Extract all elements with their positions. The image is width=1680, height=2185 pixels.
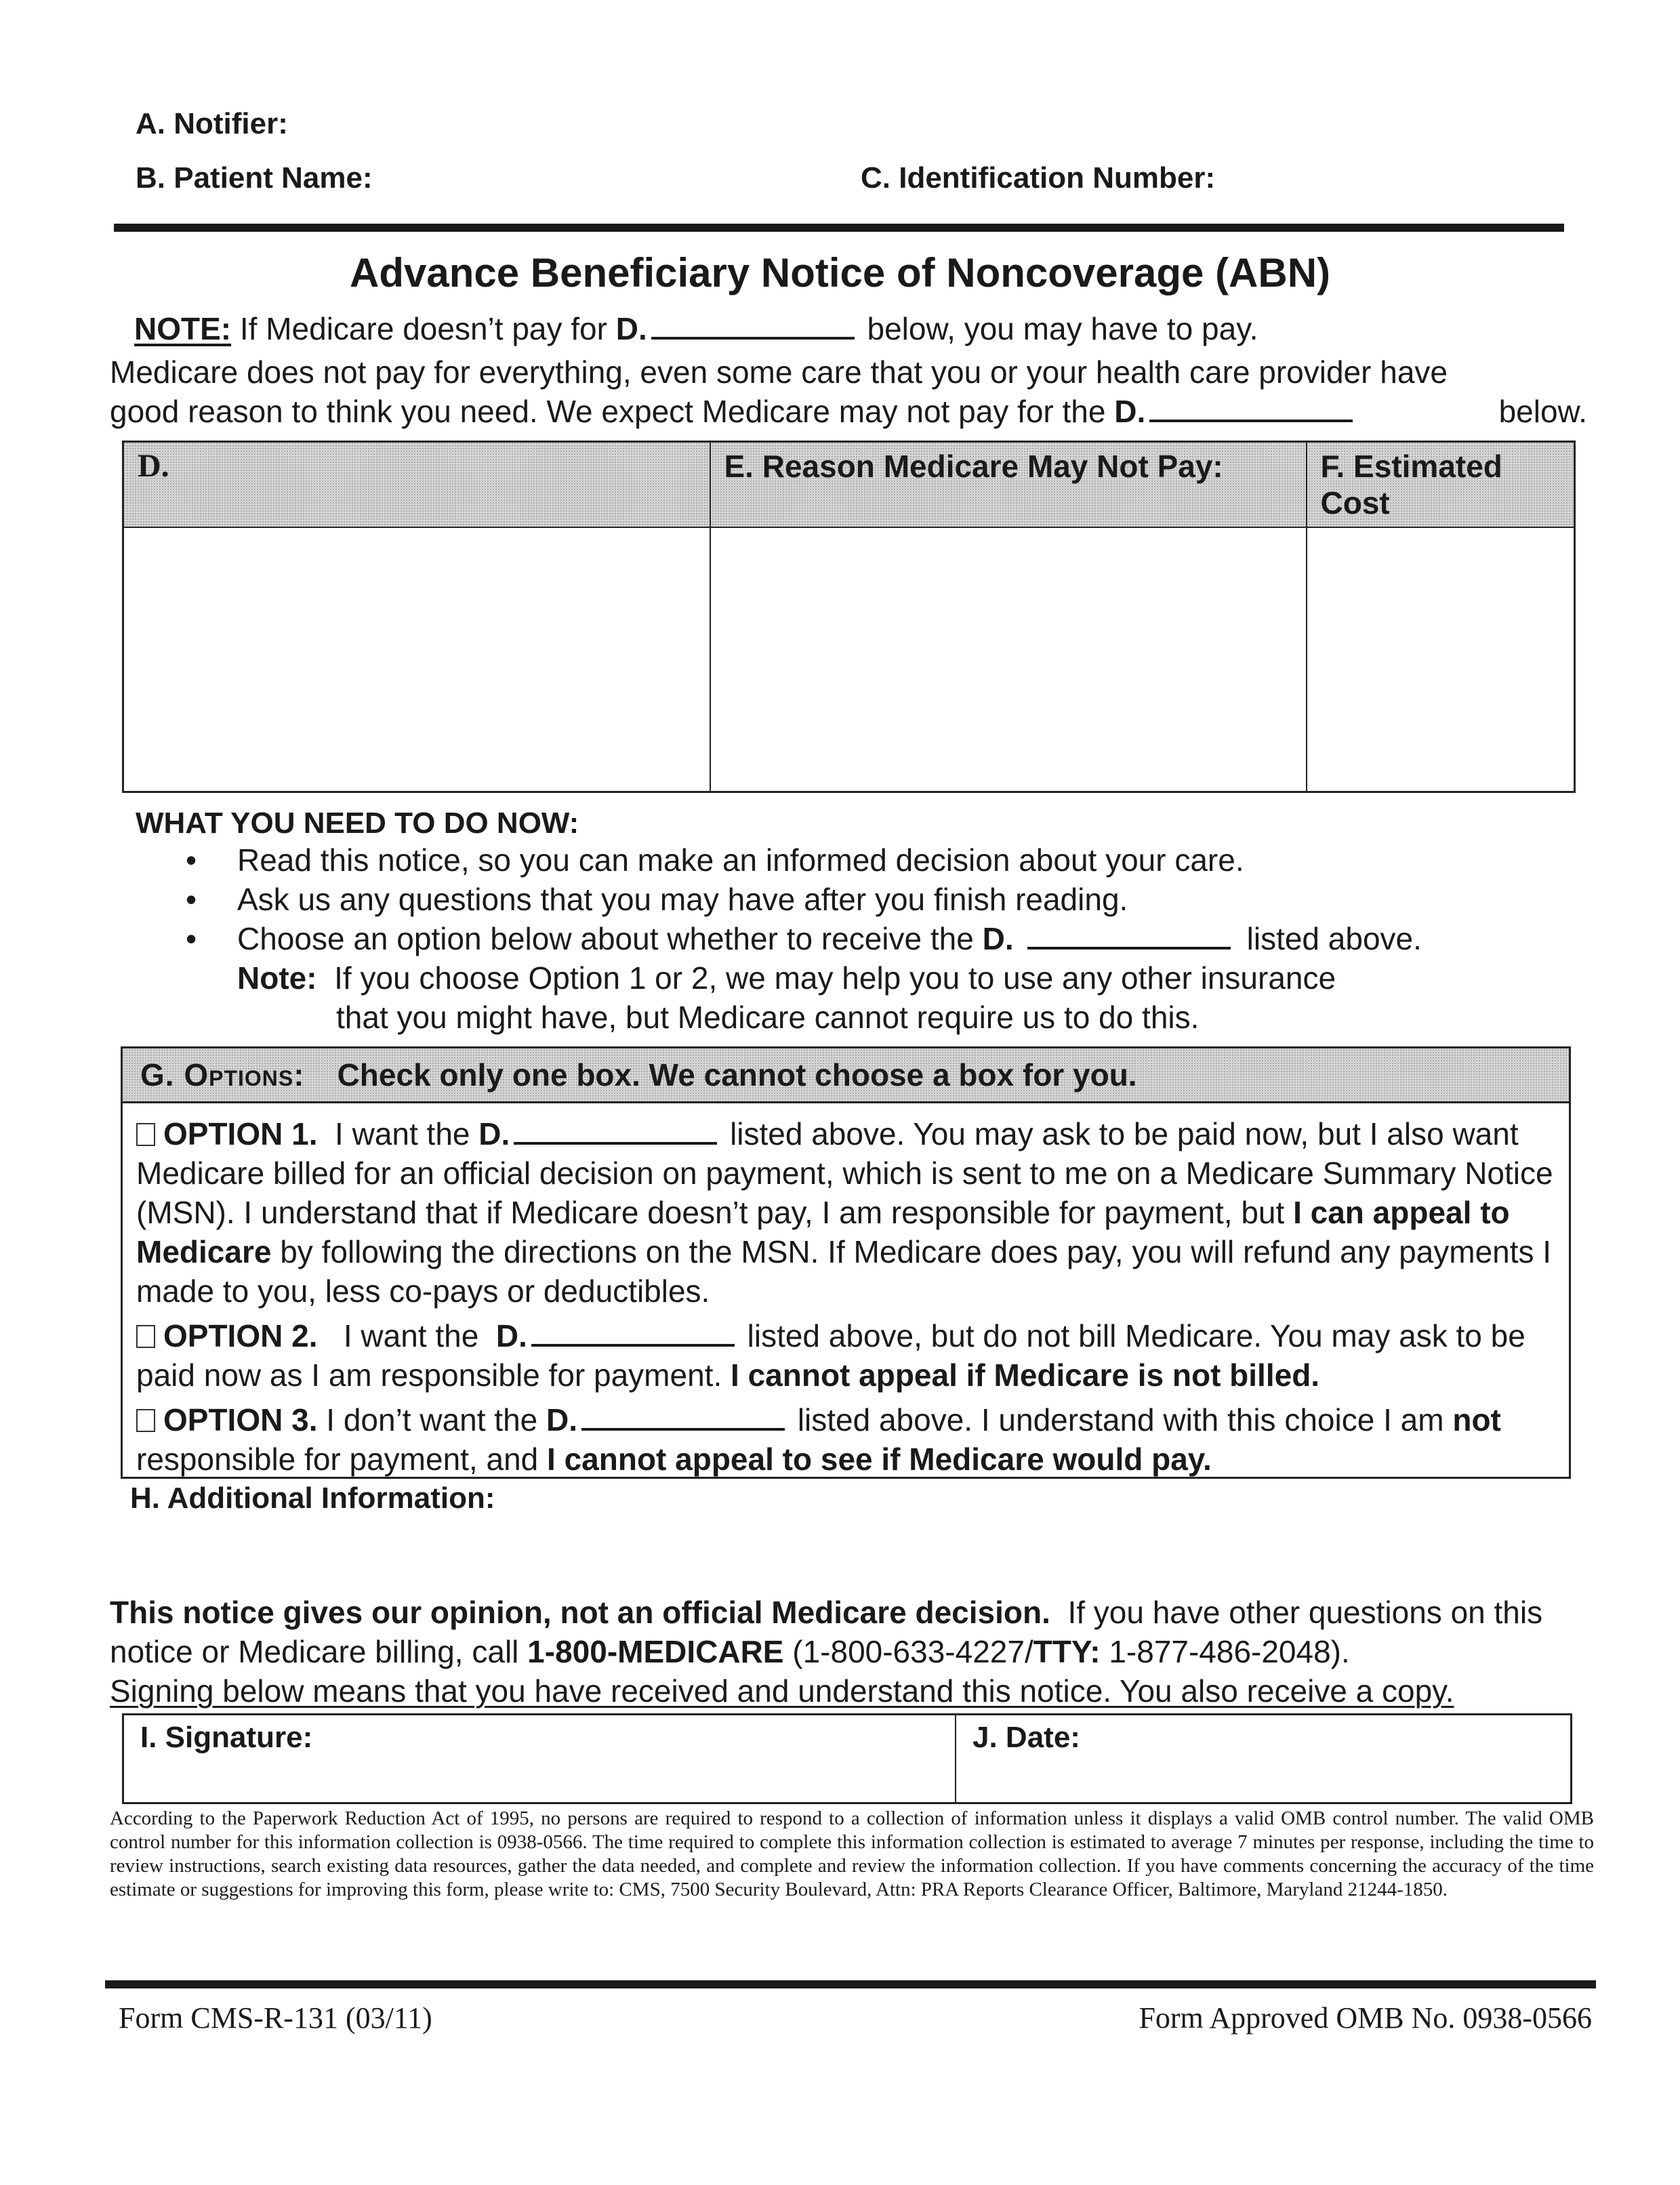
notice-paragraph: This notice gives our opinion, not an official Medicare decision. If you have other questions on this notice or Medicare billing, call 1-800-MEDICARE (1-800-633-4227/TTY: 1-877-486-2048). Signing below means that you have received and understand this notice. You also receive a copy. xyxy=(110,1593,1601,1711)
option-3: OPTION 3. I don’t want the D. listed above. I understand with this choice I am not responsible for payment, and I cannot appeal to see if Medicare would pay. xyxy=(136,1402,1501,1477)
estimated-cost-cell[interactable] xyxy=(1307,527,1575,792)
form-number: Form CMS-R-131 (03/11) xyxy=(119,2001,432,2035)
d-blank-field[interactable] xyxy=(1149,420,1353,422)
todo-note-label: Note: xyxy=(237,960,317,996)
notifier-label: A. Notifier: xyxy=(136,107,288,140)
d-reference: D. xyxy=(615,311,647,346)
intro-paragraph xyxy=(110,352,1587,431)
note-label: NOTE: xyxy=(134,311,232,346)
medicare-phone: 1-800-MEDICARE xyxy=(527,1634,784,1669)
d-reference: D. xyxy=(1114,394,1146,429)
option-3-checkbox[interactable] xyxy=(136,1409,155,1432)
signature-label: I. Signature: xyxy=(140,1721,313,1754)
intro-line-2: good reason to think you need. We expect Medicare may not pay for the xyxy=(110,394,1106,429)
reason-cell[interactable] xyxy=(710,527,1307,792)
d-blank-field[interactable] xyxy=(531,1344,735,1347)
d-blank-field[interactable] xyxy=(581,1428,785,1431)
bottom-divider xyxy=(105,1980,1596,1988)
options-section xyxy=(121,1046,1571,1479)
todo-note: Note: If you choose Option 1 or 2, we may help you to use any other insurance that you might have, but Medicare cannot require us to do this. xyxy=(237,960,1336,1035)
list-item: • Ask us any questions that you may have after you finish reading. xyxy=(176,880,1422,919)
items-table xyxy=(122,441,1576,793)
signature-field[interactable] xyxy=(124,1715,956,1802)
todo-heading: WHAT YOU NEED TO DO NOW: xyxy=(136,806,579,840)
patient-name-label: B. Patient Name: xyxy=(136,161,373,195)
todo-list xyxy=(176,840,1422,958)
identification-number-field[interactable] xyxy=(861,161,1215,195)
d-blank-field[interactable] xyxy=(651,337,855,340)
option-2-checkbox[interactable] xyxy=(136,1325,155,1348)
option-2: OPTION 2. I want the D. listed above, but do not bill Medicare. You may ask to be paid now as I am responsible for payment. I cannot appeal if Medicare is not billed. xyxy=(136,1318,1525,1393)
options-header xyxy=(123,1048,1569,1103)
table-header-row xyxy=(123,442,1575,528)
option-3-label: OPTION 3. xyxy=(163,1402,318,1437)
signing-statement: Signing below means that you have received and understand this notice. You also receive a copy. xyxy=(110,1673,1454,1709)
d-blank-field[interactable] xyxy=(1027,947,1231,949)
option-1-checkbox[interactable] xyxy=(136,1123,155,1146)
d-blank-field[interactable] xyxy=(514,1142,717,1145)
date-label: J. Date: xyxy=(972,1721,1080,1754)
notifier-field[interactable] xyxy=(136,107,288,141)
intro-line-1: Medicare does not pay for everything, even some care that you or your health care provider have xyxy=(110,354,1448,390)
note-text-post: below, you may have to pay. xyxy=(867,311,1258,346)
top-divider xyxy=(114,224,1564,232)
item-d-cell[interactable] xyxy=(123,527,710,792)
additional-information-field[interactable] xyxy=(130,1482,495,1515)
note-line xyxy=(134,310,1258,347)
patient-name-field[interactable] xyxy=(136,161,373,195)
signature-box xyxy=(122,1713,1572,1804)
additional-information-label: H. Additional Information: xyxy=(130,1482,495,1515)
option-1: OPTION 1. I want the D. listed above. You may ask to be paid now, but I also want Medicare billed for an official decision on payment, which is sent to me on a Medicare Summary Notice (MSN). I understand that if Medicare doesn’t pay, I am responsible for payment, but I can appeal to Medicare by following the directions on the MSN. If Medicare does pay, you will refund any payments I made to you, less co-pays or deductibles. xyxy=(136,1116,1553,1309)
date-field[interactable] xyxy=(956,1715,1570,1802)
table-row xyxy=(123,527,1575,792)
page-title: Advance Beneficiary Notice of Noncoverage (ABN) xyxy=(349,250,1331,295)
d-reference: D. xyxy=(982,921,1014,956)
paperwork-reduction-statement: According to the Paperwork Reduction Act of 1995, no persons are required to respond to a collection of information unless it displays a valid OMB control number. The valid OMB control number for this information collection is 0938-0566. The time required to complete this information collection is estimated to average 7 minutes per response, including the time to review instructions, search existing data resources, gather the data needed, and complete and review the information collection. If you have comments concerning the accuracy of the time estimate or suggestions for improving this form, please write to: CMS, 7500 Security Boulevard, Attn: PRA Reports Clearance Officer, Baltimore, Maryland 21244-1850. xyxy=(110,1808,1594,1900)
option-1-label: OPTION 1. xyxy=(163,1116,318,1151)
option-2-label: OPTION 2. xyxy=(163,1318,318,1353)
list-item: • Read this notice, so you can make an informed decision about your care. xyxy=(176,840,1422,880)
options-instruction: Check only one box. We cannot choose a box for you. xyxy=(337,1057,1137,1092)
options-label: G. Options: xyxy=(140,1057,305,1092)
intro-line-2-end: below. xyxy=(1498,394,1587,429)
omb-approval: Form Approved OMB No. 0938-0566 xyxy=(1139,2001,1592,2035)
identification-number-label: C. Identification Number: xyxy=(861,161,1216,195)
list-item: • Choose an option below about whether to receive the D. listed above. xyxy=(176,919,1422,958)
column-header-estimated-cost: F. Estimated Cost xyxy=(1307,442,1575,528)
note-text: If Medicare doesn’t pay for xyxy=(239,311,607,346)
column-header-reason: E. Reason Medicare May Not Pay: xyxy=(710,442,1307,528)
column-header-d: D. xyxy=(123,442,710,528)
